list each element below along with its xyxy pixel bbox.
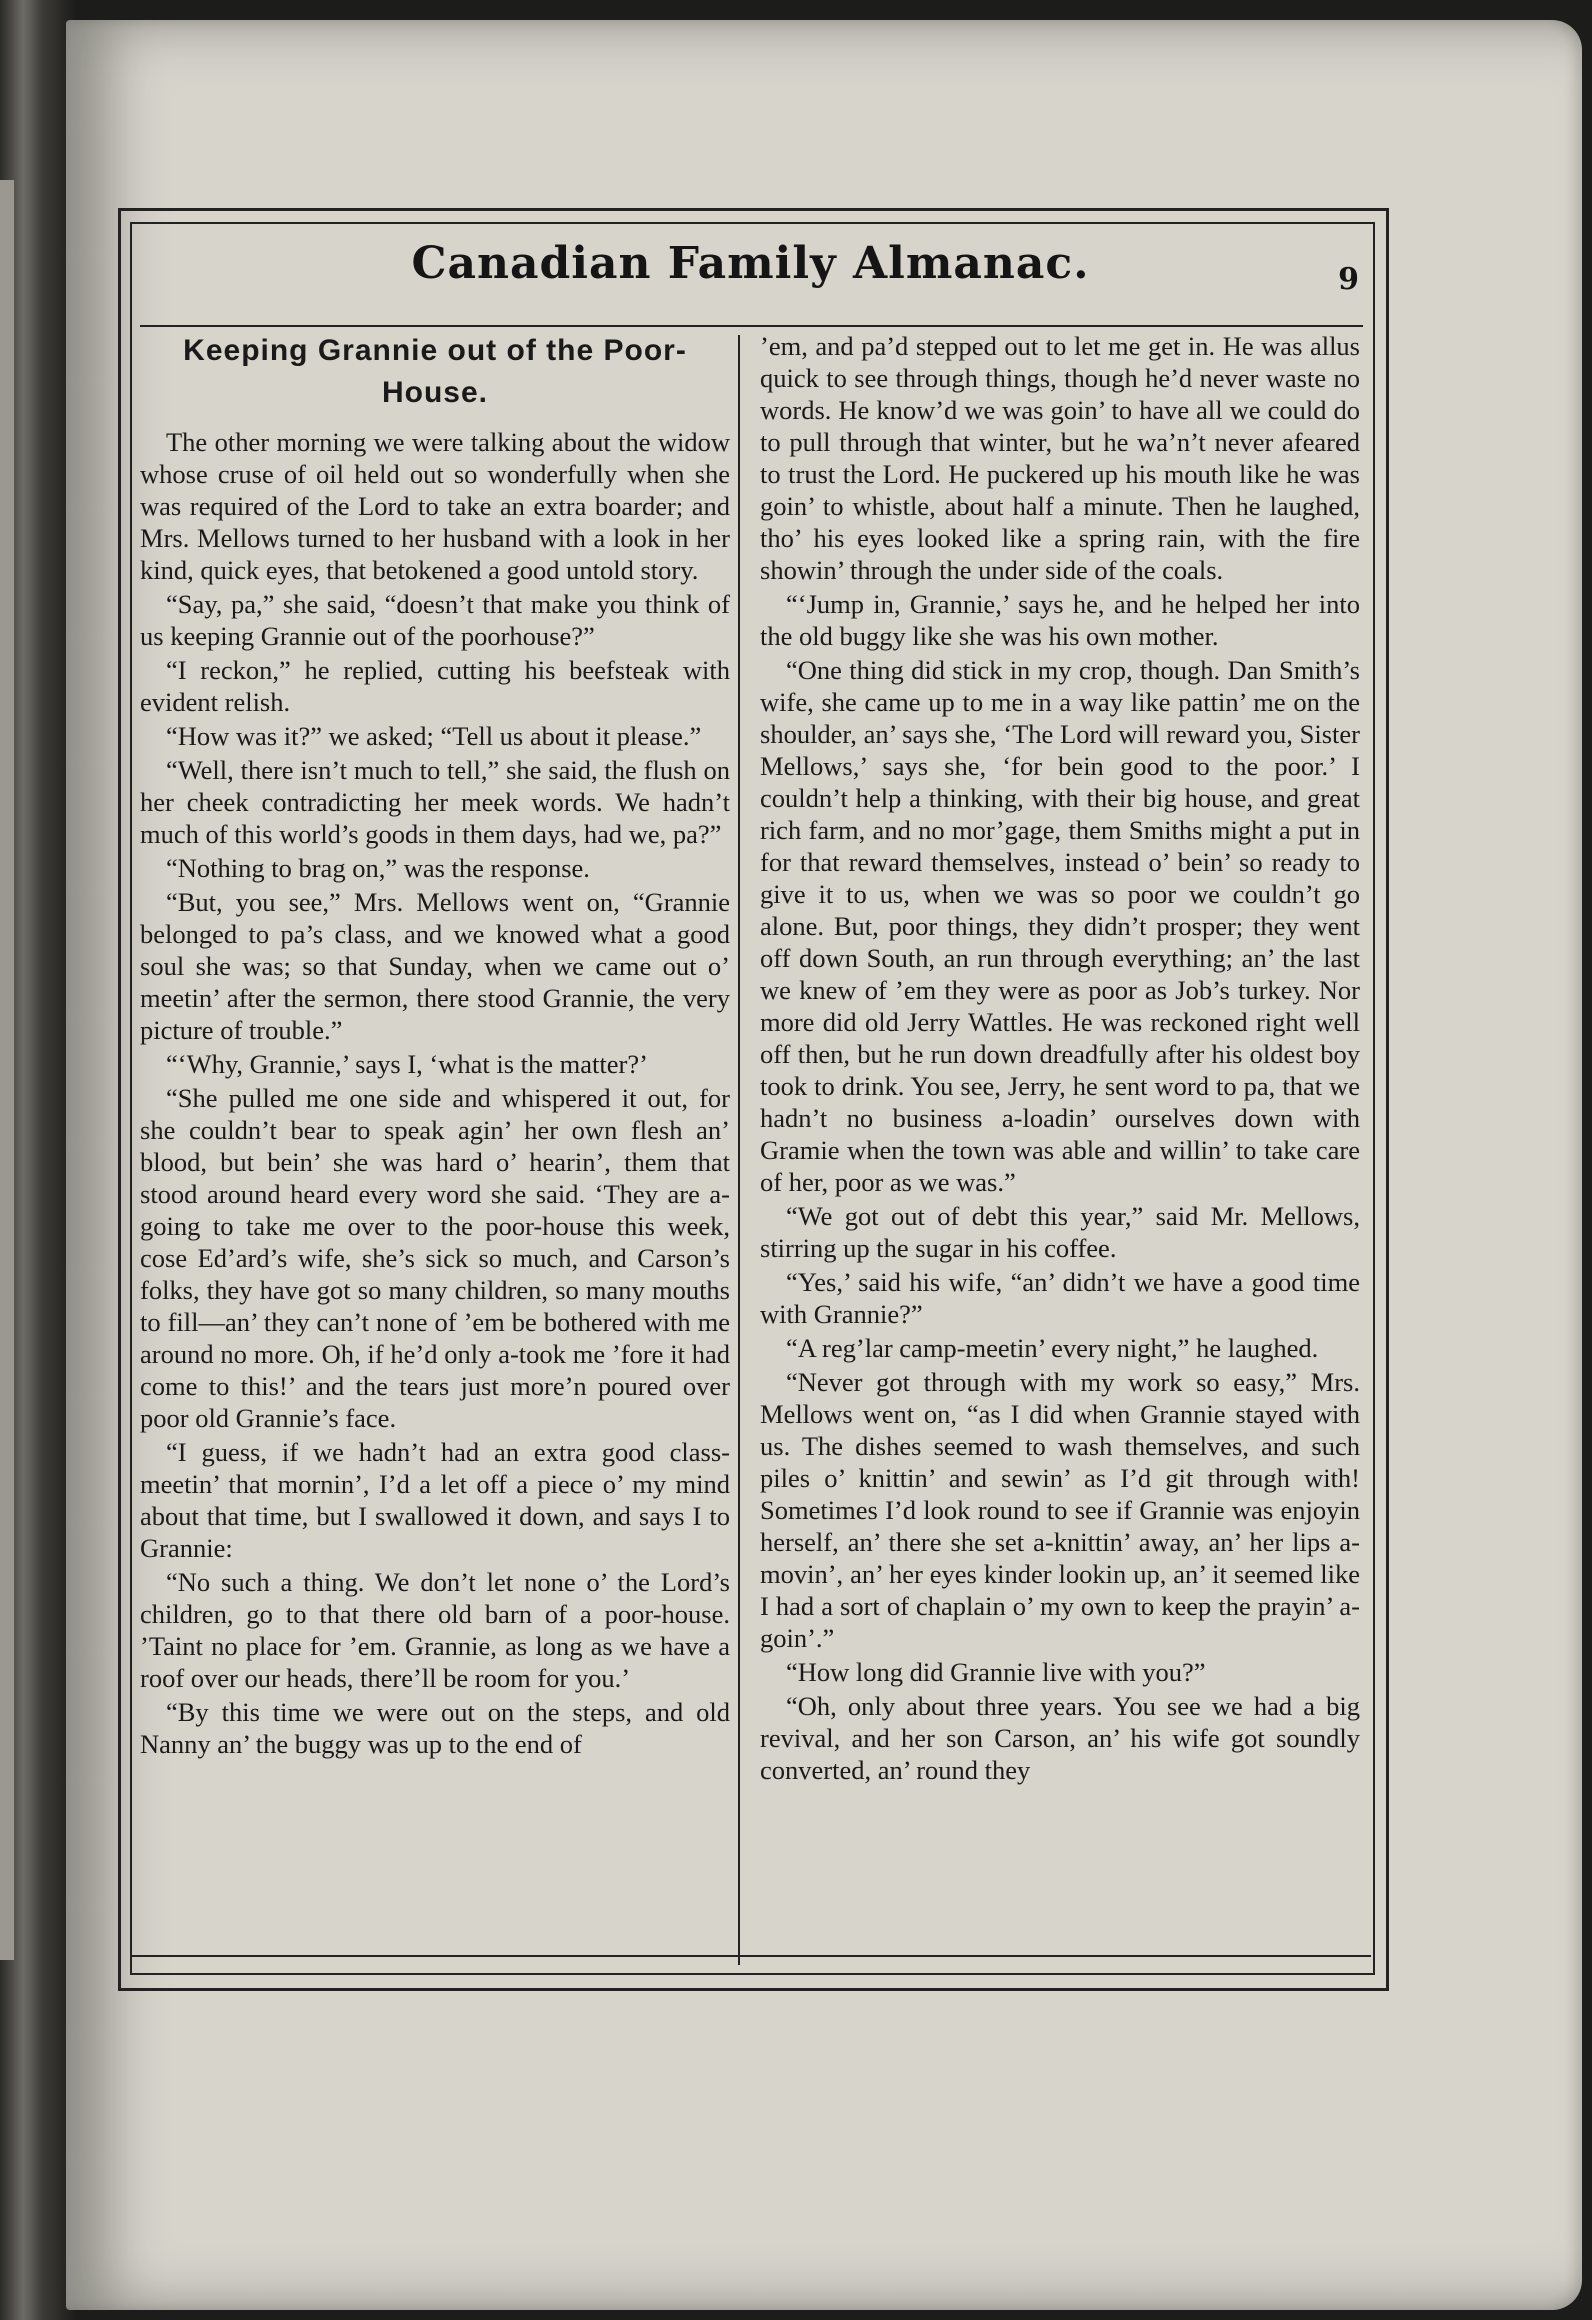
paragraph: “How was it?” we asked; “Tell us about it please.”	[166, 721, 702, 751]
paragraph: “A reg’lar camp-meetin’ every night,” he laughed.	[786, 1333, 1319, 1363]
paragraph: The other morning we were talking about the widow whose cruse of oil held out so wonderfully when she was required of the Lord to take an extra boarder; and Mrs. Mellows turned to her husband with a look in her kind, quick eyes, that betokened a good untold story.	[140, 427, 730, 585]
footer-rule	[130, 1955, 1371, 1957]
paragraph: “Yes,’ said his wife, “an’ didn’t we have a good time with Grannie?”	[760, 1267, 1360, 1329]
paragraph: “Never got through with my work so easy,” Mrs. Mellows went on, “as I did when Grannie stayed with us. The dishes seemed to wash themselves, and such piles o’ knittin’ and sewin’ as I’d git through with! Sometimes I’d look round to see if Grannie was enjoyin herself, an’ there she set a-knittin’ away, an’ her lips a-movin’, an’ her eyes kinder lookin up, an’ it seemed like I had a sort of chaplain o’ my own to keep the prayin’ a-goin’.”	[760, 1367, 1360, 1653]
paragraph: “‘Jump in, Grannie,’ says he, and he helped her into the old buggy like she was his own mother.	[760, 589, 1360, 651]
left-column	[140, 330, 730, 1762]
paragraph: “Nothing to brag on,” was the response.	[166, 853, 590, 883]
paragraph: “Well, there isn’t much to tell,” she said, the flush on her cheek contradicting her meek words. We hadn’t much of this world’s goods in them days, had we, pa?”	[140, 755, 730, 849]
right-column	[760, 330, 1360, 1788]
paragraph: “Oh, only about three years. You see we had a big revival, and her son Carson, an’ his wife got soundly converted, an’ round they	[760, 1691, 1360, 1785]
paragraph: “I guess, if we hadn’t had an extra good class-meetin’ that mornin’, I’d a let off a piece o’ my mind about that time, but I swallowed it down, and says I to Grannie:	[140, 1437, 730, 1563]
previous-page-edge	[0, 180, 14, 1960]
paragraph: “We got out of debt this year,” said Mr. Mellows, stirring up the sugar in his coffee.	[760, 1201, 1360, 1263]
paragraph: “One thing did stick in my crop, though. Dan Smith’s wife, she came up to me in a way like pattin’ me on the shoulder, an’ says she, ‘The Lord will reward you, Sister Mellows,’ says she, ‘for bein good to the poor.’ I couldn’t help a thinking, with their big house, and great rich farm, and no mor’gage, them Smiths might a put in for that reward themselves, instead o’ bein’ so ready to give it to us, when we was so poor we couldn’t go alone. But, poor things, they didn’t prosper; they went off down South, an run through everything; an’ the last we knew of ’em they were as poor as Job’s turkey. Nor more did old Jerry Wattles. He was reckoned right well off then, but he run down dreadfully after his oldest boy took to drink. You see, Jerry, he sent word to pa, that we hadn’t no business a-loadin’ ourselves down with Gramie when the town was able and willin’ to take care of her, poor as we was.”	[760, 655, 1360, 1197]
publication-title: Canadian Family Almanac.	[411, 238, 1090, 289]
paragraph-continued: ’em, and pa’d stepped out to let me get in. He was allus quick to see through things, though he’d never waste no words. He know’d we was goin’ to have all we could do to pull through that winter, but he wa’n’t never afeared to trust the Lord. He puckered up his mouth like he was goin’ to whistle, about half a minute. Then he laughed, tho’ his eyes looked like a spring rain, with the fire showin’ through the under side of the coals.	[760, 331, 1360, 585]
paragraph: “No such a thing. We don’t let none o’ the Lord’s children, go to that there old barn of a poor-house. ’Taint no place for ’em. Grannie, as long as we have a roof over our heads, there’ll be room for you.’	[140, 1567, 730, 1693]
page-header	[130, 238, 1371, 308]
paragraph: “Say, pa,” she said, “doesn’t that make you think of us keeping Grannie out of the poorhouse?”	[140, 589, 730, 651]
paragraph: “She pulled me one side and whispered it out, for she couldn’t bear to speak agin’ her own flesh an’ blood, but bein’ she was hard o’ hearin’, them that stood around heard every word she said. ‘They are a-going to take me over to the poor-house this week, cose Ed’ard’s wife, she’s sick so much, and Carson’s folks, they have got so many children, so many mouths to fill—an’ they can’t none of ’em be bothered with me around no more. Oh, if he’d only a-took me ’fore it had come to this!’ and the tears just more’n poured over poor old Grannie’s face.	[140, 1083, 730, 1433]
paragraph: “But, you see,” Mrs. Mellows went on, “Grannie belonged to pa’s class, and we knowed what a good soul she was; so that Sunday, when we came out o’ meetin’ after the sermon, there stood Grannie, the very picture of trouble.”	[140, 887, 730, 1045]
column-divider	[738, 335, 740, 1965]
paragraph: “How long did Grannie live with you?”	[786, 1657, 1206, 1687]
paragraph: “I reckon,” he replied, cutting his beefsteak with evident relish.	[140, 655, 730, 717]
page-number: 9	[1338, 262, 1359, 297]
header-rule	[140, 325, 1363, 327]
article-title: Keeping Grannie out of the Poor-House.	[183, 334, 687, 409]
paragraph: “By this time we were out on the steps, and old Nanny an’ the buggy was up to the end of	[140, 1697, 730, 1759]
paragraph: “‘Why, Grannie,’ says I, ‘what is the matter?’	[166, 1049, 648, 1079]
